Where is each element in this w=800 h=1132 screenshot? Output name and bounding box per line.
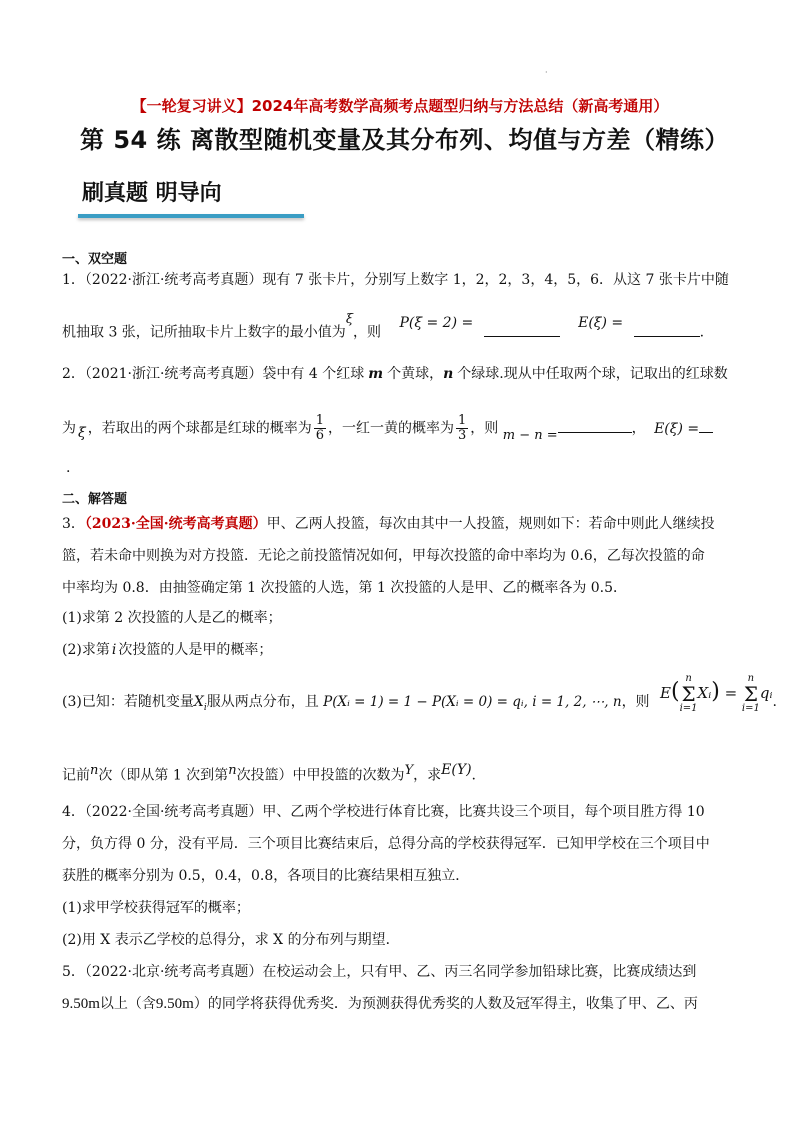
q2-blank-2 — [699, 418, 713, 433]
q3-part1: (1)求第 2 次投篮的人是乙的概率； — [62, 610, 282, 626]
q3-p2-b: 次投篮的人是甲的概率； — [118, 642, 273, 658]
q5-line2 — [62, 994, 698, 1014]
page-title: 第 54 练 离散型随机变量及其分布列、均值与方差（精练） — [80, 126, 729, 154]
q3-sum-top: n — [685, 673, 692, 684]
q3-p4-b: 次（即从第 1 次到第 — [98, 767, 229, 784]
q4-line2: 分，负方得 0 分，没有平局．三个项目比赛结束后，总得分高的学校获得冠军．已知甲学校在三个项目中 — [62, 836, 710, 852]
q2-frac-2 — [456, 414, 468, 443]
q1-then: ，则 — [352, 324, 381, 341]
q2-l2-d: ，则 — [470, 420, 499, 437]
series-header: 【一轮复习讲义】2024年高考数学高频考点题型归纳与方法总结（新高考通用） — [131, 97, 669, 115]
q3-part2 — [62, 640, 272, 660]
q2-mn: m − n = — [502, 427, 558, 443]
q2-xi: ξ — [78, 424, 86, 441]
q3-tag: （2023·全国·统考高考真题） — [84, 516, 267, 532]
q3-p3-end: . — [772, 694, 777, 710]
q3-p4-d: ，求 — [413, 767, 442, 784]
q3-p3-xi: i — [203, 702, 207, 713]
q2-e-expr: E(ξ) = — [654, 420, 700, 437]
section-heading-answer: 二、解答题 — [62, 492, 128, 507]
q5-distance-1: 9.50m — [62, 996, 100, 1012]
q2-text-c: 个绿球.现从中任取两个球，记取出的红球数 — [457, 366, 728, 382]
q3-sum-rhs: n Σ i=1 — [741, 673, 760, 714]
q1-line2 — [62, 312, 705, 343]
q2-frac2-den: 3 — [458, 428, 467, 443]
q4-part1: (1)求甲学校获得冠军的概率； — [62, 900, 250, 916]
q3-p4-n2: n — [228, 763, 237, 778]
q3-sum-lhs: n Σ i=1 — [679, 673, 698, 714]
q3-p3-b: 服从两点分布，且 — [206, 694, 319, 710]
q2-l2-b: ，若取出的两个球都是红球的概率为 — [87, 420, 312, 437]
q1-blank-1 — [484, 322, 560, 337]
q1-blank-2 — [634, 322, 700, 337]
q5-distance-2: 9.50m — [155, 996, 194, 1012]
q2-line2 — [62, 414, 713, 443]
q3-sum-bot: i=1 — [679, 703, 698, 714]
q3-part3-cont — [62, 760, 476, 786]
q5-text-b: 以上（含 — [99, 996, 156, 1012]
q3-expectation-formula: E(n Σ i=1Xᵢ) = n Σ i=1qᵢ — [660, 673, 773, 714]
q1-text: 机抽取 3 张，记所抽取卡片上数字的最小值为 — [62, 324, 346, 341]
q3-e-label: E — [660, 684, 671, 702]
section-heading-fill-blank: 一、双空题 — [62, 252, 128, 267]
q3-line3: 中率均为 0.8．由抽签确定第 1 次投篮的人选，第 1 次投篮的人是甲、乙的概率各为 0.5． — [62, 580, 628, 596]
q4-line3: 获胜的概率分别为 0.5，0.4，0.8，各项目的比赛结果相互独立． — [62, 868, 470, 884]
q2-l2-a: 为 — [62, 420, 76, 437]
q3-e-rhs: qᵢ — [759, 684, 773, 702]
q3-sum-top-2: n — [747, 673, 755, 684]
q2-blank-1 — [558, 418, 632, 433]
q3-p3-formula: P(Xᵢ = 1) = 1 − P(Xᵢ = 0) = qᵢ, i = 1, 2, ⋯, n — [323, 694, 622, 710]
q2-end: . — [66, 460, 71, 476]
banner-underline — [78, 214, 304, 218]
q2-frac2-num: 1 — [458, 413, 467, 428]
q3-p4-y: Y — [404, 763, 414, 778]
q3-sum-bot-2: i=1 — [741, 703, 760, 714]
q4-part2: (2)用 X 表示乙学校的总得分，求 X 的分布列与期望． — [62, 932, 400, 948]
q4-line1: 4．（2022·全国·统考高考真题）甲、乙两个学校进行体育比赛，比赛共设三个项目，每个项目胜方得 10 — [62, 804, 705, 820]
q2-frac1-den: 6 — [315, 428, 324, 443]
q3-p4-end: . — [471, 767, 476, 784]
q2-l2-c: ，一红一黄的概率为 — [328, 420, 454, 437]
q5-text-d: ）的同学将获得优秀奖．为预测获得优秀奖的人数及冠军得主，收集了甲、乙、丙 — [193, 996, 698, 1012]
q3-p3-c: ，则 — [621, 694, 650, 710]
q3-num: 3． — [62, 516, 85, 532]
q2-line1 — [62, 364, 728, 384]
q3-e-x: Xᵢ — [697, 684, 712, 702]
q2-m: m — [368, 366, 384, 382]
q1-xi: ξ — [345, 312, 353, 327]
q3-p4-a: 记前 — [62, 767, 90, 784]
q1-end: . — [699, 324, 705, 341]
q3-p2-i: i — [111, 642, 117, 658]
scan-dot: · — [545, 68, 548, 77]
section-banner: 刷真题 明导向 — [82, 181, 222, 206]
q3-p3-a: (3)已知：若随机变量 — [62, 694, 194, 710]
q3-p2-a: (2)求第 — [62, 642, 110, 658]
q2-text-a: 2．（2021·浙江·统考高考真题）袋中有 4 个红球 — [62, 366, 365, 382]
q3-line2: 篮，若未命中则换为对方投篮．无论之前投篮情况如何，甲每次投篮的命中率均为 0.6，乙每次投篮的命 — [62, 548, 705, 564]
q3-p4-ey: E(Y) — [441, 762, 472, 778]
q3-line1 — [62, 514, 715, 534]
q1-line1: 1．（2022·浙江·统考高考真题）现有 7 张卡片，分别写上数字 1，2，2，3，4，5，6．从这 7 张卡片中随 — [62, 272, 729, 288]
q3-part3 — [62, 673, 777, 722]
q2-l2-e: ， — [631, 420, 646, 437]
q3-p3-x: X — [193, 694, 204, 710]
q3-p4-c: 次投篮）中甲投篮的次数为 — [236, 767, 405, 784]
q3-line1-rest: 甲、乙两人投篮，每次由其中一人投篮，规则如下：若命中则此人继续投 — [266, 516, 715, 532]
q2-frac1-num: 1 — [315, 413, 324, 428]
q3-p4-n: n — [90, 763, 99, 778]
q2-frac-1 — [314, 414, 326, 443]
q2-n: n — [443, 366, 454, 382]
q1-p-expr: P(ξ = 2) = — [399, 314, 474, 331]
q2-text-b: 个黄球， — [387, 366, 444, 382]
q5-line1: 5．（2022·北京·统考高考真题）在校运动会上，只有甲、乙、丙三名同学参加铅球比赛，比赛成绩达到 — [62, 964, 697, 980]
q1-e-expr: E(ξ) = — [578, 314, 624, 331]
